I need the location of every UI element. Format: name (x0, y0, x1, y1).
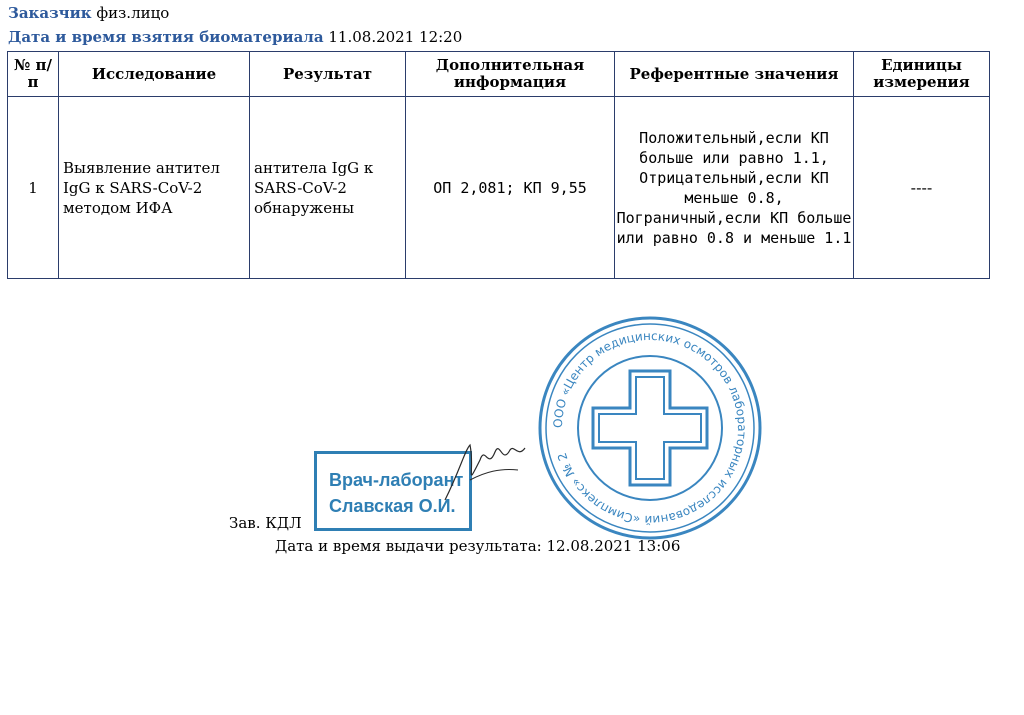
customer-line (8, 4, 169, 22)
sample-date-value: 11.08.2021 12:20 (328, 28, 463, 46)
cell-reference: Положительный,если КП больше или равно 1.1, Отрицательный,если КП меньше 0.8, Пограничный,если КП больше или равно 0.8 и меньше 1.1 (615, 97, 854, 279)
seal-ring-text: ООО «Центр медицинских осмотров лабораторных исследований «Симплекс» № 2 (550, 328, 750, 528)
customer-label: Заказчик (8, 4, 92, 22)
column-header-units: Единицы измерения (854, 52, 990, 97)
stamp-name: Славская О.И. (329, 496, 456, 516)
sample-date-line (8, 28, 462, 46)
table-header-row (8, 52, 990, 97)
stamp-role: Врач-лаборант (329, 470, 464, 490)
column-header-result: Результат (250, 52, 406, 97)
cell-study: Выявление антител IgG к SARS-CoV-2 методом ИФА (59, 97, 250, 279)
signature-icon (440, 430, 530, 510)
table-row (8, 97, 990, 279)
cell-result: антитела IgG к SARS-CoV-2 обнаружены (250, 97, 406, 279)
results-table (7, 51, 990, 279)
issued-label: Дата и время выдачи результата: (275, 537, 542, 555)
clinic-seal-icon (535, 313, 765, 543)
cell-number: 1 (8, 97, 59, 279)
cell-info: ОП 2,081; КП 9,55 (406, 97, 615, 279)
column-header-number: № п/п (8, 52, 59, 97)
customer-value: физ.лицо (96, 4, 170, 22)
sample-date-label: Дата и время взятия биоматериала (8, 28, 324, 46)
column-header-reference: Референтные значения (615, 52, 854, 97)
issued-line (275, 537, 680, 555)
issued-value: 12.08.2021 13:06 (546, 537, 681, 555)
cell-units: ---- (854, 97, 990, 279)
column-header-study: Исследование (59, 52, 250, 97)
column-header-info: Дополнительная информация (406, 52, 615, 97)
head-of-lab-label: Зав. КДЛ (229, 514, 302, 532)
